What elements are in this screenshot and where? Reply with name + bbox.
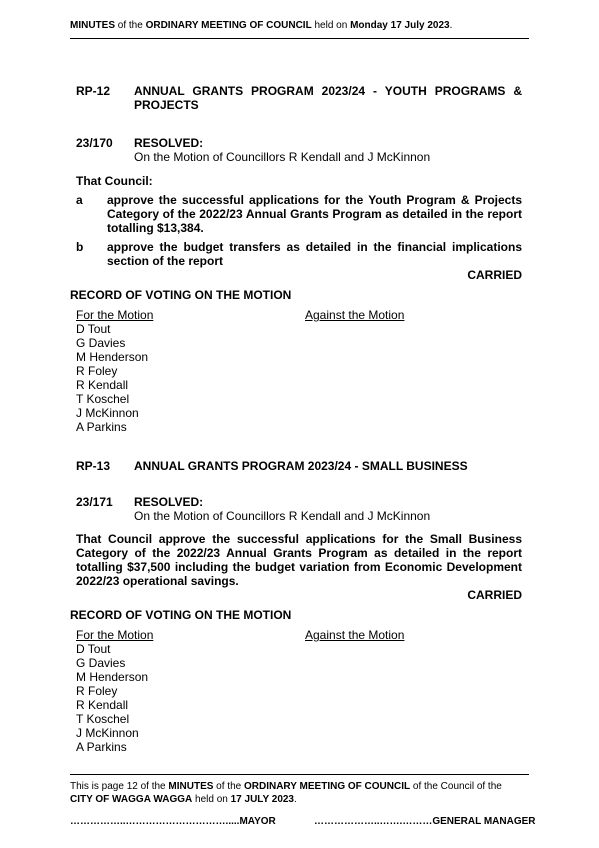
councillor-name: M Henderson <box>76 350 149 364</box>
footer-page-line <box>70 781 502 792</box>
footer-minutes: MINUTES <box>168 781 214 792</box>
footer-city: CITY OF WAGGA WAGGA <box>70 794 193 805</box>
for-motion-heading: For the Motion <box>76 628 154 642</box>
councillor-name: D Tout <box>76 642 111 656</box>
footer-text: held on <box>192 794 231 805</box>
footer-text: This is page 12 of the <box>70 781 169 792</box>
councillor-name: J McKinnon <box>76 726 139 740</box>
for-motion-heading: For the Motion <box>76 308 154 322</box>
footer-rule <box>70 774 529 775</box>
motion-movers: On the Motion of Councillors R Kendall and J McKinnon <box>134 150 431 164</box>
carried-label: CARRIED <box>467 268 522 282</box>
mayor-signature-line: ……………..………………………….....MAYOR <box>70 816 276 827</box>
carried-label: CARRIED <box>467 588 522 602</box>
list-item-text: totalling $13,384. <box>107 221 204 235</box>
footer-text: of the <box>213 781 244 792</box>
that-council: That Council: <box>76 174 153 188</box>
councillor-name: M Henderson <box>76 670 149 684</box>
councillor-name: D Tout <box>76 322 111 336</box>
footer-meeting: ORDINARY MEETING OF COUNCIL <box>243 781 411 792</box>
councillor-name: R Foley <box>76 684 118 698</box>
item-title: ANNUAL GRANTS PROGRAM 2023/24 - SMALL BUSINESS <box>134 459 468 473</box>
councillor-name: G Davies <box>76 336 126 350</box>
header-meeting: ORDINARY MEETING OF COUNCIL <box>145 20 312 31</box>
councillor-name: R Kendall <box>76 698 129 712</box>
header-text: . <box>449 20 453 31</box>
voting-record-heading: RECORD OF VOTING ON THE MOTION <box>70 608 292 622</box>
footer-city-line <box>70 794 297 805</box>
for-motion-list <box>76 322 148 434</box>
footer-date: 17 JULY 2023 <box>230 794 294 805</box>
header-text: held on <box>311 20 351 31</box>
against-motion-heading: Against the Motion <box>305 628 405 642</box>
councillor-name: J McKinnon <box>76 406 139 420</box>
list-letter: b <box>76 240 84 254</box>
resolution-text: totalling $37,500 including the budget variation from Economic Development <box>76 560 522 574</box>
header-text: of the <box>115 20 146 31</box>
footer-text: of the Council of the <box>410 781 502 792</box>
councillor-name: R Foley <box>76 364 118 378</box>
list-item-text: section of the report <box>107 254 224 268</box>
header-date: Monday 17 July 2023 <box>350 20 450 31</box>
resolution-number: 23/171 <box>76 495 113 509</box>
resolution-text: That Council approve the successful applications for the Small Business <box>76 532 522 546</box>
resolution-text: Category of the 2022/23 Annual Grants Program as detailed in the report <box>76 546 522 560</box>
list-item-text: approve the successful applications for the Youth Program & Projects <box>107 193 522 207</box>
resolved-label: RESOLVED: <box>134 136 204 150</box>
councillor-name: G Davies <box>76 656 126 670</box>
header-rule <box>70 38 529 39</box>
councillor-name: A Parkins <box>76 740 127 754</box>
list-item-text: Category of the 2022/23 Annual Grants Program as detailed in the report <box>107 207 522 221</box>
page-header <box>70 20 452 31</box>
against-motion-heading: Against the Motion <box>305 308 405 322</box>
list-item-text: approve the budget transfers as detailed in the financial implications <box>107 240 522 254</box>
motion-movers: On the Motion of Councillors R Kendall and J McKinnon <box>134 509 431 523</box>
item-code: RP-13 <box>76 459 111 473</box>
councillor-name: A Parkins <box>76 420 127 434</box>
councillor-name: T Koschel <box>76 712 130 726</box>
item-title: ANNUAL GRANTS PROGRAM 2023/24 - YOUTH PROGRAMS & <box>134 84 522 98</box>
list-letter: a <box>76 193 83 207</box>
for-motion-list <box>76 642 148 754</box>
resolution-number: 23/170 <box>76 136 113 150</box>
resolved-label: RESOLVED: <box>134 495 204 509</box>
voting-record-heading: RECORD OF VOTING ON THE MOTION <box>70 288 292 302</box>
item-code: RP-12 <box>76 84 111 98</box>
footer-text: . <box>294 794 297 805</box>
councillor-name: T Koschel <box>76 392 130 406</box>
councillor-name: R Kendall <box>76 378 129 392</box>
resolution-text: 2022/23 operational savings. <box>76 574 239 588</box>
header-minutes: MINUTES <box>70 20 115 31</box>
general-manager-signature-line: ………………..…….………GENERAL MANAGER <box>314 816 536 827</box>
item-title-cont: PROJECTS <box>134 98 199 112</box>
